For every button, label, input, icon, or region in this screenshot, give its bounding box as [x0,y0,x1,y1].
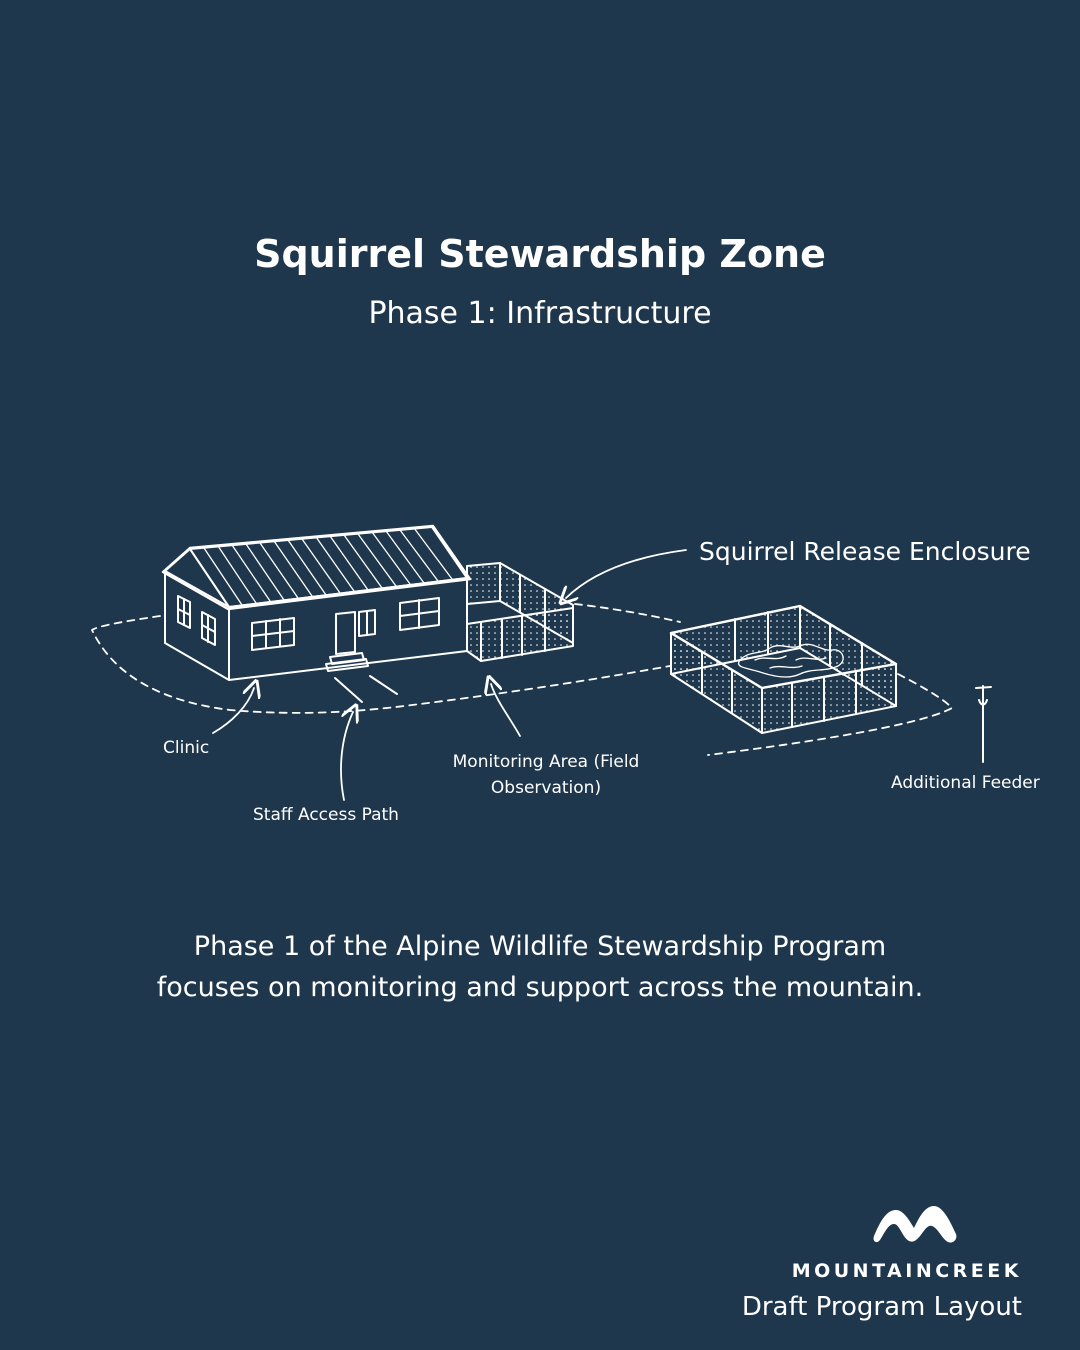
clinic-building [163,526,470,702]
description [90,926,990,1008]
monitoring-area-label-line2: Observation) [490,778,602,798]
page-title: Squirrel Stewardship Zone [254,232,826,276]
description-line-2: focuses on monitoring and support across the mountain. [156,972,924,1003]
clinic-label: Clinic [163,738,210,758]
monitoring-area-label-line1: Monitoring Area (Field [452,752,640,772]
footer-caption: Draft Program Layout [741,1292,1022,1322]
staff-path-label: Staff Access Path [253,805,399,825]
description-line-1: Phase 1 of the Alpine Wildlife Stewardship Program [193,931,887,962]
feeder-label: Additional Feeder [891,773,1040,793]
mountain-logo-icon [872,1202,958,1250]
feeder-post [976,686,991,762]
page-subtitle: Phase 1: Infrastructure [368,296,712,331]
monitoring-area-fence [467,563,573,661]
release-enclosure [671,606,896,733]
enclosure-label: Squirrel Release Enclosure [699,537,1031,566]
brand-wordmark: MOUNTAINCREEK [791,1260,1022,1282]
